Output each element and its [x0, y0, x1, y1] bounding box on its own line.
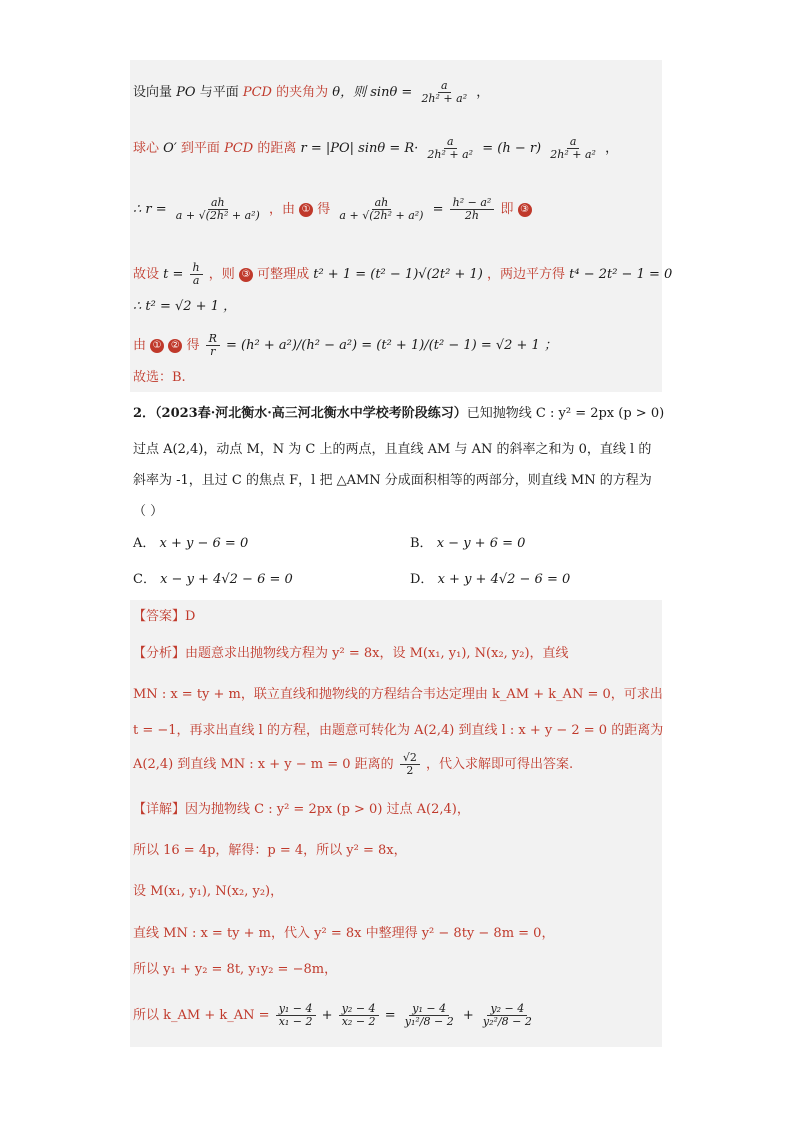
point-o: O′: [163, 141, 177, 156]
frac-den: a + √(2h² + a²): [175, 209, 260, 222]
detail-text: 设 M(x₁, y₁), N(x₂, y₂)，: [133, 884, 284, 899]
detail-text: 所以 16 = 4p，解得：p = 4，所以 y² = 8x，: [133, 843, 407, 858]
detail-tag: 【详解】: [133, 802, 186, 817]
detail-text: 所以 y₁ + y₂ = 8t, y₁y₂ = −8m，: [133, 962, 338, 977]
option-label: B．: [410, 536, 433, 551]
question-source: （2023春·河北衡水·高三河北衡水中学校考阶段练习）: [155, 406, 467, 421]
fraction: [173, 197, 263, 222]
solution-line-7: [133, 369, 186, 387]
frac-den: a + √(2h² + a²): [339, 209, 424, 222]
detail-text: 所以 k_AM + k_AN =: [133, 1008, 270, 1023]
option-a: [133, 535, 248, 553]
frac-num: h² − a²: [450, 197, 495, 210]
frac-den: 2h: [464, 209, 480, 222]
fraction: [206, 333, 220, 358]
sin-theta: θ，则 sinθ =: [332, 85, 413, 100]
text: 即: [500, 202, 514, 217]
fraction: [336, 197, 426, 222]
frac-den: x₁ − 2: [278, 1015, 313, 1028]
question-line-3: [133, 472, 652, 490]
option-c: [133, 571, 293, 589]
answer-line: [133, 608, 195, 626]
plane-label: PCD: [224, 141, 254, 156]
question-line-4: [133, 503, 163, 521]
option-label: D．: [410, 572, 434, 587]
fraction: [480, 1003, 535, 1028]
choice-text: 故选：B.: [133, 370, 186, 385]
frac-num: h: [190, 262, 203, 275]
solution-line-6: [133, 333, 557, 358]
text: 的距离: [257, 141, 297, 156]
analysis-line-2: [133, 686, 663, 704]
question-line-2: [133, 441, 651, 459]
option-text: x − y + 6 = 0: [436, 536, 526, 551]
question-stem: 过点 A(2,4)，动点 M，N 为 C 上的两点，且直线 AM 与 AN 的斜率之和为 0，直线 l 的: [133, 442, 652, 457]
answer-value: D: [185, 609, 196, 624]
fraction: [450, 197, 495, 222]
text: 故设: [133, 267, 160, 282]
analysis-line-1: [133, 645, 569, 663]
detail-text: 因为抛物线 C : y² = 2px (p > 0) 过点 A(2,4)，: [185, 802, 470, 817]
frac-den: y₁²/8 − 2: [404, 1015, 454, 1028]
option-b: [410, 535, 525, 553]
circled-number: ②: [168, 339, 182, 353]
option-text: x + y − 6 = 0: [159, 536, 249, 551]
fraction: [339, 1003, 379, 1028]
text: 设向量: [133, 85, 173, 100]
analysis-text: MN : x = ty + m，联立直线和抛物线的方程结合韦达定理由 k_AM + k_AN = 0，可求出: [133, 687, 663, 702]
fraction: [400, 752, 420, 777]
equation: ∴ t² = √2 + 1 ，: [133, 299, 237, 314]
analysis-line-4: [133, 752, 573, 777]
detail-line-6: 所以 k_AM + k_AN = $\frac{\text{y₁ − 4}}{\text{x₁ − 2}}$ + $\frac{\text{y₂ − 4}}{\text{x₂ − 2}}$ = $\frac{\text{y₁ − 4}}{\text{y₁²/8 − 2}}$ + $\frac{\text{y₂ − 4}}{\text{y₂²/8 − 2}}$: [133, 1003, 537, 1028]
frac-num: √2: [400, 752, 420, 765]
frac-num: a: [438, 80, 451, 93]
analysis-tag: 【分析】: [133, 646, 186, 661]
frac-num: ah: [208, 197, 228, 210]
equation: t² + 1 = (t² − 1)√(2t² + 1): [313, 267, 483, 282]
question-stem: 斜率为 -1，且过 C 的焦点 F，l 把 △AMN 分成面积相等的两部分，则直线 MN 的方程为: [133, 473, 652, 488]
fraction: [424, 136, 476, 161]
solution-line-2: 球心 O′ 到平面 PCD 的距离 r = |PO| sinθ = R· $\frac{a}{\text{2h² + a²}}$ = (h − r) $\frac{a}{\text{2h² + a²}}$ ，: [133, 135, 619, 161]
frac-den: a: [192, 274, 200, 287]
answer-shaded-block: [130, 600, 662, 1047]
equation: = (h² + a²)/(h² − a²) = (t² + 1)/(t² − 1) = √2 + 1 ；: [226, 338, 557, 353]
vector-po: PO: [176, 85, 196, 100]
circled-number: ①: [299, 203, 313, 217]
solution-line-5: [133, 298, 236, 316]
text: = (h − r): [482, 141, 542, 156]
text: t =: [163, 267, 184, 282]
detail-line-1: [133, 801, 470, 819]
text: 得: [186, 338, 200, 353]
analysis-text: 由题意求出抛物线方程为 y² = 8x，设 M(x₁, y₁), N(x₂, y₂)，直线: [185, 646, 569, 661]
detail-line-5: [133, 961, 337, 979]
analysis-line-3: [133, 722, 663, 740]
fraction: [190, 262, 203, 287]
text: 球心: [133, 141, 160, 156]
text: ∴ r =: [133, 202, 167, 217]
equation: t⁴ − 2t² − 1 = 0: [569, 267, 673, 282]
detail-line-2: [133, 842, 407, 860]
text: 到平面: [180, 141, 220, 156]
circled-number: ①: [150, 339, 164, 353]
fraction: [418, 80, 470, 105]
frac-den: 2h² + a²: [427, 148, 474, 161]
frac-den: 2h² + a²: [550, 148, 596, 161]
solution-line-1: 设向量 PO 与平面 PCD 的夹角为 θ，则 sinθ = $\frac{a}{\text{2h² + a²}}$ ，: [133, 79, 490, 105]
answer-blank: （ ）: [133, 504, 164, 519]
detail-line-3: [133, 883, 283, 901]
text: ，则: [208, 267, 235, 282]
analysis-text: ，代入求解即可得出答案.: [425, 757, 574, 772]
option-text: x + y + 4√2 − 6 = 0: [437, 572, 571, 587]
frac-num: a: [444, 136, 457, 149]
fraction: [547, 136, 599, 161]
frac-den: 2: [406, 764, 414, 777]
frac-num: a: [567, 136, 580, 149]
frac-num: y₁ − 4: [276, 1003, 316, 1016]
frac-num: y₂ − 4: [487, 1003, 527, 1016]
analysis-text: A(2,4) 到直线 MN : x + y − m = 0 距离的: [133, 757, 394, 772]
question-number: 2．: [133, 406, 156, 421]
text: ，由: [268, 202, 295, 217]
plane-label: PCD: [242, 85, 272, 100]
text: 得: [317, 202, 331, 217]
solution-line-4: [133, 262, 672, 287]
detail-line-4: [133, 925, 554, 943]
circled-number: ③: [518, 203, 532, 217]
question-stem: 已知抛物线 C : y² = 2px (p > 0): [466, 406, 665, 421]
distance-expr: r = |PO| sinθ = R·: [300, 141, 419, 156]
frac-num: R: [206, 333, 220, 346]
option-label: A．: [133, 536, 156, 551]
fraction: [276, 1003, 316, 1028]
frac-den: r: [210, 345, 216, 358]
option-label: C．: [133, 572, 156, 587]
circled-number: ③: [239, 268, 253, 282]
fraction: [402, 1003, 457, 1028]
frac-den: 2h² + a²: [421, 92, 468, 105]
text: 与平面: [199, 85, 239, 100]
frac-den: y₂²/8 − 2: [482, 1015, 532, 1028]
frac-den: x₂ − 2: [341, 1015, 376, 1028]
analysis-text: t = −1，再求出直线 l 的方程，由题意可转化为 A(2,4) 到直线 l : x + y − 2 = 0 的距离为: [133, 723, 664, 738]
text: 的夹角为: [276, 85, 329, 100]
option-d: [410, 571, 570, 589]
frac-num: ah: [372, 197, 392, 210]
text: 由: [133, 338, 147, 353]
detail-text: 直线 MN : x = ty + m，代入 y² = 8x 中整理得 y² − 8ty − 8m = 0，: [133, 926, 555, 941]
option-text: x − y + 4√2 − 6 = 0: [160, 572, 293, 587]
question-line-1: [133, 405, 664, 423]
frac-num: y₂ − 4: [339, 1003, 379, 1016]
solution-line-3: ∴ r = $\frac{ah}{\text{a + √(2h² + a²)}}$ ，由 ① 得 $\frac{ah}{\text{a + √(2h² + a²)}}$ = $\frac{\text{h² − a²}}{2h}$ 即 ③: [133, 197, 532, 222]
answer-tag: 【答案】: [133, 609, 186, 624]
text: 可整理成: [257, 267, 310, 282]
frac-num: y₁ − 4: [409, 1003, 449, 1016]
text: ，两边平方得: [486, 267, 565, 282]
